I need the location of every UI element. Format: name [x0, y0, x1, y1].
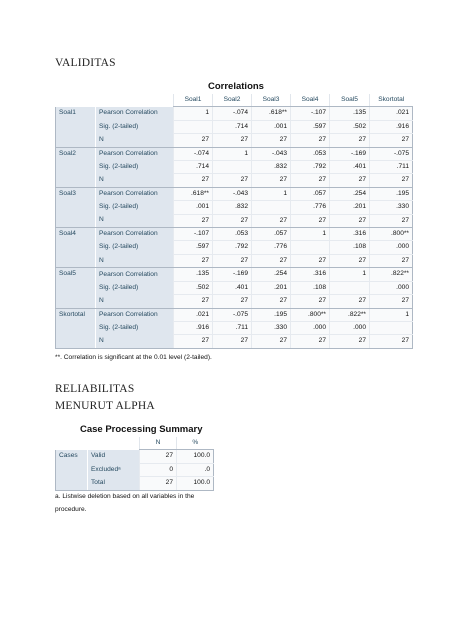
cell-total-percent: 100.0 — [177, 477, 214, 490]
table-cell: 27 — [174, 134, 213, 147]
table-cell: .135 — [174, 268, 213, 281]
table-cell: 27 — [330, 254, 370, 267]
table-cell: -.043 — [213, 187, 252, 200]
table-cell: .618** — [174, 187, 213, 200]
table-cell: .021 — [370, 107, 413, 120]
stat-label-pearson-correlation: Pearson Correlation — [96, 308, 174, 321]
table-cell: -.074 — [174, 147, 213, 160]
stat-label-n: N — [96, 335, 174, 348]
stat-label-sig-2-tailed: Sig. (2-tailed) — [96, 201, 174, 214]
table-cell: -.107 — [291, 107, 330, 120]
table-cell: 27 — [174, 214, 213, 227]
table-cell: .053 — [213, 228, 252, 241]
table-cell: 1 — [291, 228, 330, 241]
table-cell — [174, 120, 213, 133]
table-cell: .000 — [370, 281, 413, 294]
table-cell: .195 — [370, 187, 413, 200]
table-cell: .776 — [252, 241, 291, 254]
row-header-soal1: Soal1 — [56, 107, 96, 147]
table-cell: 27 — [213, 295, 252, 308]
table-cell: .502 — [330, 120, 370, 133]
table-cell: 27 — [370, 254, 413, 267]
table-cell: 27 — [213, 335, 252, 348]
table-cell: .711 — [213, 321, 252, 334]
table-cell: 27 — [252, 174, 291, 187]
table-cell: .800** — [291, 308, 330, 321]
table-cell: .401 — [330, 161, 370, 174]
table-cell: .916 — [370, 120, 413, 133]
table-cell: 27 — [330, 335, 370, 348]
table-cell: 27 — [252, 214, 291, 227]
table-cell: 27 — [174, 254, 213, 267]
row-header-soal2: Soal2 — [56, 147, 96, 187]
table-cell: 27 — [330, 295, 370, 308]
table-cell — [370, 321, 413, 334]
stat-label-n: N — [96, 295, 174, 308]
table-cell: .792 — [291, 161, 330, 174]
table-cell: -.107 — [174, 228, 213, 241]
table-cell: 27 — [174, 174, 213, 187]
row-label-total: Total — [88, 477, 140, 490]
table-cell: .135 — [330, 107, 370, 120]
table-cell: .108 — [330, 241, 370, 254]
table-cell — [291, 241, 330, 254]
case-processing-title: Case Processing Summary — [80, 424, 203, 435]
cell-total-n: 27 — [140, 477, 177, 490]
table-cell: .618** — [252, 107, 291, 120]
row-header-soal3: Soal3 — [56, 187, 96, 227]
table-cell: .001 — [174, 201, 213, 214]
table-cell: 27 — [291, 254, 330, 267]
table-cell: .195 — [252, 308, 291, 321]
stat-label-sig-2-tailed: Sig. (2-tailed) — [96, 161, 174, 174]
table-cell: .201 — [252, 281, 291, 294]
table-cell: .316 — [291, 268, 330, 281]
stat-label-sig-2-tailed: Sig. (2-tailed) — [96, 321, 174, 334]
col-header-soal4: Soal4 — [291, 94, 330, 107]
table-cell: .330 — [370, 201, 413, 214]
validitas-heading: VALIDITAS — [55, 57, 116, 69]
stat-label-pearson-correlation: Pearson Correlation — [96, 147, 174, 160]
table-cell — [213, 161, 252, 174]
correlations-footnote: **. Correlation is significant at the 0.01 level (2-tailed). — [55, 354, 212, 361]
table-cell: 27 — [330, 214, 370, 227]
table-cell: 1 — [330, 268, 370, 281]
table-cell: 1 — [252, 187, 291, 200]
table-cell: .916 — [174, 321, 213, 334]
table-cell: .108 — [291, 281, 330, 294]
reliabilitas-heading: RELIABILITAS — [55, 383, 135, 395]
table-cell: 27 — [330, 134, 370, 147]
stat-label-n: N — [96, 174, 174, 187]
table-cell: .000 — [291, 321, 330, 334]
stat-label-pearson-correlation: Pearson Correlation — [96, 187, 174, 200]
table-cell: .000 — [370, 241, 413, 254]
table-cell: .001 — [252, 120, 291, 133]
table-cell: .021 — [174, 308, 213, 321]
stat-label-n: N — [96, 214, 174, 227]
table-cell: 1 — [213, 147, 252, 160]
stat-label-sig-2-tailed: Sig. (2-tailed) — [96, 241, 174, 254]
table-cell: .714 — [213, 120, 252, 133]
table-cell: 27 — [213, 174, 252, 187]
cell-valid-percent: 100.0 — [177, 450, 214, 463]
cell-excluded-n: 0 — [140, 463, 177, 476]
stat-label-sig-2-tailed: Sig. (2-tailed) — [96, 281, 174, 294]
table-cell: 27 — [291, 134, 330, 147]
stat-label-n: N — [96, 134, 174, 147]
table-cell: .822** — [330, 308, 370, 321]
table-cell: .254 — [330, 187, 370, 200]
col-header-soal2: Soal2 — [213, 94, 252, 107]
col-header-soal3: Soal3 — [252, 94, 291, 107]
header-spacer — [96, 94, 174, 107]
table-cell: 27 — [291, 295, 330, 308]
table-cell: .714 — [174, 161, 213, 174]
stat-label-n: N — [96, 254, 174, 267]
cases-group-label: Cases — [56, 450, 88, 490]
col-header-percent: % — [177, 437, 214, 450]
table-cell: -.075 — [370, 147, 413, 160]
table-cell: 27 — [252, 254, 291, 267]
table-cell: .201 — [330, 201, 370, 214]
menurut-alpha-heading: MENURUT ALPHA — [55, 400, 155, 412]
table-cell: .832 — [213, 201, 252, 214]
table-cell: -.169 — [213, 268, 252, 281]
table-cell: .792 — [213, 241, 252, 254]
row-header-soal5: Soal5 — [56, 268, 96, 308]
correlations-title: Correlations — [208, 81, 264, 92]
table-cell: .316 — [330, 228, 370, 241]
table-cell: -.169 — [330, 147, 370, 160]
header-spacer — [56, 94, 96, 107]
col-header-skortotal: Skortotal — [370, 94, 413, 107]
table-cell: 27 — [291, 174, 330, 187]
cell-valid-n: 27 — [140, 450, 177, 463]
stat-label-pearson-correlation: Pearson Correlation — [96, 268, 174, 281]
case-processing-footnote-line2: procedure. — [55, 506, 87, 513]
table-cell: .057 — [291, 187, 330, 200]
stat-label-pearson-correlation: Pearson Correlation — [96, 107, 174, 120]
table-cell: .502 — [174, 281, 213, 294]
table-cell: 27 — [213, 134, 252, 147]
col-header-soal1: Soal1 — [174, 94, 213, 107]
table-cell: .330 — [252, 321, 291, 334]
table-cell: 27 — [252, 134, 291, 147]
table-cell: 27 — [213, 214, 252, 227]
row-label-excluded: Excludedᵃ — [88, 463, 140, 476]
table-cell: .711 — [370, 161, 413, 174]
table-cell: 27 — [370, 335, 413, 348]
table-cell: .776 — [291, 201, 330, 214]
cell-excluded-percent: .0 — [177, 463, 214, 476]
stat-label-pearson-correlation: Pearson Correlation — [96, 228, 174, 241]
case-processing-table — [55, 437, 214, 491]
table-cell: -.043 — [252, 147, 291, 160]
table-cell: 1 — [370, 308, 413, 321]
stat-label-sig-2-tailed: Sig. (2-tailed) — [96, 120, 174, 133]
table-cell: .057 — [252, 228, 291, 241]
table-cell — [330, 281, 370, 294]
col-header-soal5: Soal5 — [330, 94, 370, 107]
table-cell: -.075 — [213, 308, 252, 321]
table-cell: 27 — [370, 174, 413, 187]
table-cell: .800** — [370, 228, 413, 241]
table-cell: 27 — [174, 295, 213, 308]
table-cell: 27 — [330, 174, 370, 187]
table-cell: 27 — [370, 134, 413, 147]
table-cell: 27 — [370, 295, 413, 308]
table-cell: 27 — [174, 335, 213, 348]
case-processing-footnote-line1: a. Listwise deletion based on all variables in the — [55, 493, 195, 500]
row-header-skortotal: Skortotal — [56, 308, 96, 348]
table-cell: .597 — [174, 241, 213, 254]
table-cell: 27 — [291, 214, 330, 227]
col-header-n: N — [140, 437, 177, 450]
table-cell: 1 — [174, 107, 213, 120]
table-cell: .597 — [291, 120, 330, 133]
table-cell: .832 — [252, 161, 291, 174]
table-cell: .254 — [252, 268, 291, 281]
table-cell: 27 — [252, 295, 291, 308]
table-cell: -.074 — [213, 107, 252, 120]
table-cell: 27 — [291, 335, 330, 348]
table-cell: 27 — [370, 214, 413, 227]
table-cell — [252, 201, 291, 214]
table-cell: 27 — [252, 335, 291, 348]
table-cell: .401 — [213, 281, 252, 294]
table-cell: .822** — [370, 268, 413, 281]
row-label-valid: Valid — [88, 450, 140, 463]
row-header-soal4: Soal4 — [56, 228, 96, 268]
table-cell: 27 — [213, 254, 252, 267]
table-cell: .000 — [330, 321, 370, 334]
table-cell: .053 — [291, 147, 330, 160]
correlations-table — [55, 94, 413, 349]
